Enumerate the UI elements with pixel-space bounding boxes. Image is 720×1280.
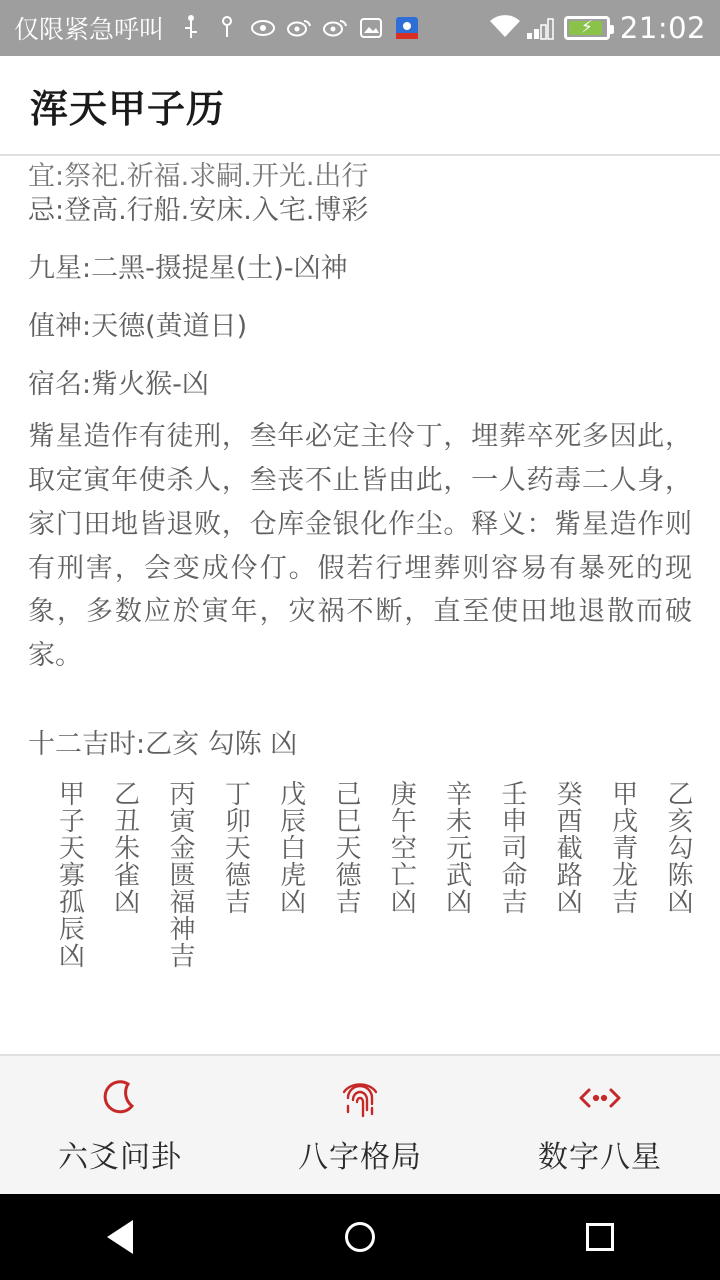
hour-column: 壬申司命吉 bbox=[496, 779, 527, 915]
nav-item-bazi[interactable] bbox=[240, 1074, 480, 1176]
hour-column: 戊辰白虎凶 bbox=[275, 779, 306, 915]
nav-label: 数字八星 bbox=[538, 1140, 662, 1175]
hour-column: 丁卯天德吉 bbox=[220, 779, 251, 915]
triangle-back-icon bbox=[107, 1220, 133, 1254]
wifi-icon bbox=[492, 13, 518, 43]
screenshot-icon bbox=[358, 13, 384, 43]
duty-god-line: 值神:天德(黄道日) bbox=[28, 310, 248, 342]
home-button[interactable] bbox=[300, 1194, 420, 1280]
hour-column: 乙丑朱雀凶 bbox=[109, 779, 140, 915]
nav-item-liuyao[interactable] bbox=[0, 1074, 240, 1176]
moon-icon bbox=[100, 1074, 140, 1122]
app-badge-icon bbox=[394, 13, 420, 43]
weibo-eye-icon bbox=[250, 13, 276, 43]
hour-column: 丙寅金匮福神吉 bbox=[164, 779, 195, 969]
fingerprint-icon bbox=[340, 1074, 380, 1122]
battery-icon: ⚡ bbox=[564, 16, 610, 40]
back-button[interactable] bbox=[60, 1194, 180, 1280]
hour-column: 辛未元武凶 bbox=[441, 779, 472, 915]
usb-icon bbox=[178, 13, 204, 43]
mansion-name-line: 宿名:觜火猴-凶 bbox=[28, 368, 209, 400]
recents-button[interactable] bbox=[540, 1194, 660, 1280]
almanac-content[interactable] bbox=[0, 156, 720, 1054]
nav-item-shuzi[interactable] bbox=[480, 1074, 720, 1176]
hour-column: 甲子天寡孤辰凶 bbox=[54, 779, 85, 969]
signal-icon bbox=[528, 13, 554, 43]
hour-column: 己巳天德吉 bbox=[330, 779, 361, 915]
avoid-line: 忌:登高.行船.安床.入宅.博彩 bbox=[28, 195, 369, 226]
square-recents-icon bbox=[586, 1223, 614, 1251]
spacer bbox=[28, 678, 692, 724]
page-title: 浑天甲子历 bbox=[30, 86, 226, 131]
clock-label: 21:02 bbox=[619, 11, 706, 45]
lucky-hours-label: 十二吉时:乙亥 勾陈 凶 bbox=[28, 728, 298, 760]
hour-column: 庚午空亡凶 bbox=[386, 779, 417, 915]
hour-column: 乙亥勾陈凶 bbox=[662, 779, 693, 915]
app-bar bbox=[0, 56, 720, 154]
hour-column: 癸酉截路凶 bbox=[552, 779, 583, 915]
status-icon-group bbox=[178, 13, 420, 43]
status-right-group bbox=[492, 11, 706, 45]
clipped-suitable-line: 宜:祭祀.祈福.求嗣.开光.出行 bbox=[28, 161, 369, 192]
location-icon bbox=[214, 13, 240, 43]
circle-home-icon bbox=[345, 1222, 375, 1252]
hour-column: 甲戌青龙吉 bbox=[607, 779, 638, 915]
nav-label: 八字格局 bbox=[298, 1140, 422, 1175]
weibo-icon bbox=[286, 13, 312, 43]
nav-label: 六爻问卦 bbox=[58, 1140, 182, 1175]
hours-table bbox=[28, 780, 692, 1030]
bottom-navigation bbox=[0, 1054, 720, 1194]
code-arrows-icon bbox=[577, 1074, 623, 1122]
status-bar bbox=[0, 0, 720, 56]
weibo-icon-2 bbox=[322, 13, 348, 43]
android-system-bar bbox=[0, 1194, 720, 1280]
mansion-description: 觜星造作有徒刑，叁年必定主伶丁，埋葬卒死多因此，取定寅年使杀人，叁丧不止皆由此，一人药毒二人身，家门田地皆退败，仓库金银化作尘。释义：觜星造作则有刑害，会变成伶仃。假若行埋葬则容易有暴死的现象，多数应於寅年，灾祸不断，直至使田地退散而破家。 bbox=[28, 421, 692, 672]
carrier-label: 仅限紧急呼叫 bbox=[14, 15, 165, 44]
nine-stars-line: 九星:二黑-摄提星(土)-凶神 bbox=[28, 252, 348, 284]
